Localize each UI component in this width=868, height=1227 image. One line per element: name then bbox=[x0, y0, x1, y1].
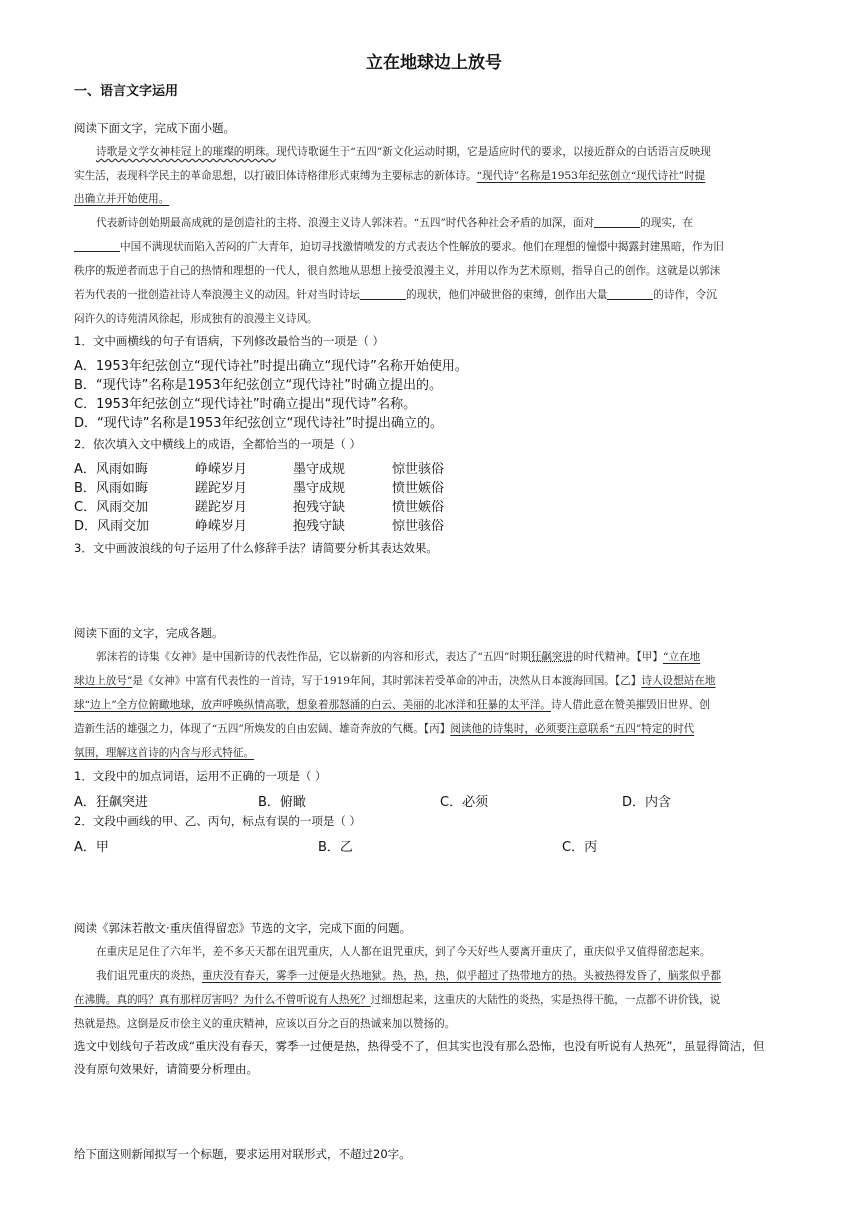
passage1-intro: 阅读下面文字，完成下面小题。 bbox=[74, 121, 235, 135]
passage2-text: 造新生活的雄强之力，体现了“五四”所焕发的自由宏阔、雄奇奔放的气概。【丙】 bbox=[74, 723, 451, 735]
underlined-sentence: 阅读他的诗集时，必须要注意联系“五四”特定的时代 bbox=[450, 723, 695, 735]
passage1-text: 代表新诗创始期最高成就的是创造社的主将、浪漫主义诗人郭沫若。“五四”时代各种社会矛盾的加深，面对 bbox=[96, 217, 595, 229]
passage3-text: 我们诅咒重庆的炎热， bbox=[96, 970, 202, 982]
passage3-text: 过细想起来，这重庆的大陆性的炎热，实是热得干脆，一点都不讲价钱，说 bbox=[370, 994, 721, 1006]
blank-line bbox=[74, 241, 120, 252]
option-cell: B．俯瞰 bbox=[258, 795, 306, 810]
passage3-line bbox=[96, 968, 721, 983]
passage2-line bbox=[96, 649, 700, 664]
option-cell: 惊世骇俗 bbox=[392, 462, 445, 477]
passage2-line bbox=[74, 673, 716, 688]
passage1-line bbox=[74, 239, 724, 254]
passage1-line bbox=[96, 215, 693, 230]
underlined-sentence: 诗人设想站在地 bbox=[641, 675, 716, 687]
underlined-sentence: 氛围，理解这首诗的内含与形式特征。 bbox=[74, 747, 255, 759]
underlined-sentence: “立在地 bbox=[663, 651, 701, 663]
underlined-sentence: 球“边上”全方位俯瞰地球，放声呼唤纵情高歌，想象着那怒涌的白云、美丽的北冰洋和狂暴的太平洋。 bbox=[74, 699, 551, 711]
passage3-intro: 阅读《郭沫若散文·重庆值得留恋》节选的文字，完成下面的问题。 bbox=[74, 921, 412, 935]
passage3-line bbox=[74, 992, 720, 1007]
passage1-line: 秩序的叛逆者而忠于自己的热情和理想的一代人，很自然地从思想上接受浪漫主义，并用以作为艺术原则，指导自己的创作。这就是以郭沫 bbox=[74, 265, 721, 277]
underlined-sentence: 球边上放号” bbox=[74, 675, 133, 687]
option-cell: C．必须 bbox=[440, 795, 489, 810]
option-cell: B．风雨如晦 bbox=[74, 481, 148, 496]
passage1-text: 现代诗歌诞生于“五四”新文化运动时期，它是适应时代的要求，以接近群众的白话语言反映现 bbox=[276, 146, 711, 158]
question-4: 给下面这则新闻拟写一个标题，要求运用对联形式，不超过20字。 bbox=[74, 1147, 411, 1161]
passage1-text: 的现实，在 bbox=[640, 217, 694, 229]
passage2-line bbox=[74, 721, 694, 736]
section-heading: 一、语言文字运用 bbox=[74, 84, 179, 99]
option-d: D．“现代诗”名称是1953年纪弦创立“现代诗社”时提出确立的。 bbox=[74, 416, 444, 431]
question-1: 1．文中画横线的句子有语病，下列修改最恰当的一项是（ ） bbox=[74, 334, 384, 348]
passage1-text: 的现状，他们冲破世俗的束缚，创作出大量 bbox=[406, 289, 608, 301]
question-2-2: 2．文段中画线的甲、乙、丙句，标点有误的一项是（ ） bbox=[74, 814, 361, 828]
passage2-text: 郭沫若的诗集《女神》是中国新诗的代表性作品，它以崭新的内容和形式，表达了“五四”时期 bbox=[96, 651, 531, 663]
question-2-1: 1．文段中的加点词语，运用不正确的一项是（ ） bbox=[74, 769, 327, 783]
passage1-line: 闷许久的诗苑清风徐起，形成独有的浪漫主义诗风。 bbox=[74, 313, 318, 325]
option-cell: 愤世嫉俗 bbox=[392, 500, 445, 515]
passage2-text: 诗人借此意在赞美摧毁旧世界、创 bbox=[550, 699, 710, 711]
passage1-line bbox=[74, 168, 705, 183]
passage1-line bbox=[74, 191, 169, 206]
passage2-line bbox=[74, 697, 710, 712]
option-cell: A．甲 bbox=[74, 840, 109, 855]
passage1-text: 实生活，表现科学民主的革命思想，以打破旧体诗格律形式束缚为主要标志的新体诗。 bbox=[74, 170, 477, 182]
page-title: 立在地球边上放号 bbox=[366, 53, 502, 73]
passage2-text: 的时代精神。【甲】 bbox=[572, 651, 663, 663]
dotted-word: 狂飙突进 bbox=[530, 651, 573, 663]
underlined-sentence: 在沸腾。真的吗？真有那样厉害吗？为什么不曾听说有人热死？ bbox=[74, 994, 371, 1006]
option-cell: 愤世嫉俗 bbox=[392, 481, 445, 496]
underlined-sentence: “现代诗”名称是1953年纪弦创立“现代诗社”时提 bbox=[476, 170, 706, 182]
option-cell: 峥嵘岁月 bbox=[195, 462, 248, 477]
passage1-line bbox=[74, 287, 717, 302]
option-cell: 抱残守缺 bbox=[293, 519, 346, 534]
option-cell: A．狂飙突进 bbox=[74, 795, 148, 810]
passage1-text: 若为代表的一批创造社诗人奉浪漫主义的动因。针对当时诗坛 bbox=[74, 289, 361, 301]
option-cell: 墨守成规 bbox=[293, 462, 346, 477]
option-cell: 抱残守缺 bbox=[293, 500, 346, 515]
question-2: 2．依次填入文中横线上的成语，全都恰当的一项是（ ） bbox=[74, 437, 361, 451]
wavy-sentence: 诗歌是文学女神桂冠上的璀璨的明珠。 bbox=[96, 146, 277, 158]
passage1-text: 中国不满现状而陷入苦闷的广大青年，迫切寻找激情喷发的方式表达个性解放的要求。他们在理想的憧憬中揭露封建黑暗，作为旧 bbox=[120, 241, 724, 253]
option-cell: C．风雨交加 bbox=[74, 500, 149, 515]
option-cell: 墨守成规 bbox=[293, 481, 346, 496]
passage1-text: 的诗作，令沉 bbox=[653, 289, 717, 301]
option-cell: C．丙 bbox=[562, 840, 598, 855]
option-cell: B．乙 bbox=[318, 840, 353, 855]
passage3-line: 热就是热。这倒是反市侩主义的重庆精神，应该以百分之百的热诚来加以赞扬的。 bbox=[74, 1018, 456, 1030]
option-c: C．1953年纪弦创立“现代诗社”时确立提出“现代诗”名称。 bbox=[74, 397, 417, 412]
question-3-1: 选文中划线句子若改成“重庆没有春天，雾季一过便是热，热得受不了，但其实也没有那么恐怖，也没有听说有人热死”，虽显得简洁，但 bbox=[74, 1039, 765, 1053]
option-cell: 蹉跎岁月 bbox=[195, 500, 248, 515]
passage2-text: 是《女神》中富有代表性的一首诗，写于1919年间，其时郭沫若受革命的冲击，决然从日本渡海回国。【乙】 bbox=[132, 675, 642, 687]
underlined-sentence: 出确立并开始使用。 bbox=[74, 193, 170, 205]
option-cell: A．风雨如晦 bbox=[74, 462, 148, 477]
passage1-line bbox=[96, 144, 711, 159]
question-3: 3．文中画波浪线的句子运用了什么修辞手法？请简要分析其表达效果。 bbox=[74, 541, 438, 555]
option-cell: 惊世骇俗 bbox=[392, 519, 445, 534]
blank-line bbox=[607, 289, 653, 300]
option-cell: D．风雨交加 bbox=[74, 519, 150, 534]
option-cell: 峥嵘岁月 bbox=[195, 519, 248, 534]
option-b: B．“现代诗”名称是1953年纪弦创立“现代诗社”时确立提出的。 bbox=[74, 378, 442, 393]
blank-line bbox=[360, 289, 406, 300]
blank-line bbox=[594, 217, 640, 228]
option-cell: D．内含 bbox=[622, 795, 672, 810]
option-cell: 蹉跎岁月 bbox=[195, 481, 248, 496]
question-3-1-cont: 没有原句效果好，请简要分析理由。 bbox=[74, 1062, 258, 1076]
option-a: A．1953年纪弦创立“现代诗社”时提出确立“现代诗”名称开始使用。 bbox=[74, 359, 468, 374]
passage3-line: 在重庆足足住了六年半，差不多天天都在诅咒重庆，人人都在诅咒重庆，到了今天好些人要离开重庆了，重庆似乎又值得留恋起来。 bbox=[96, 946, 711, 958]
underlined-sentence: 重庆没有春天，雾季一过便是火热地狱。热，热，热，似乎超过了热带地方的热。头被热得发昏了，脑浆似乎都 bbox=[201, 970, 722, 982]
passage2-line bbox=[74, 745, 254, 760]
passage2-intro: 阅读下面的文字，完成各题。 bbox=[74, 626, 224, 640]
